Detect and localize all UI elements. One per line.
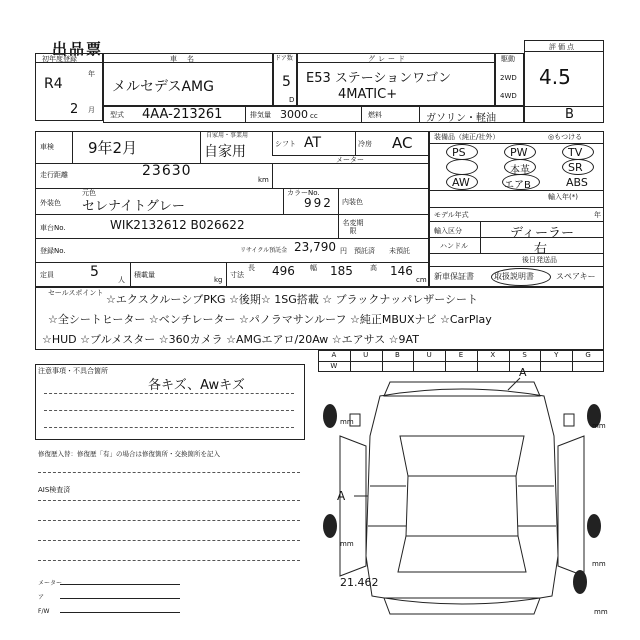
maker-label: 車名 bbox=[170, 55, 204, 63]
warranty-item-1: 新車保証書 bbox=[434, 272, 474, 281]
doors-label: ドア数 bbox=[275, 55, 293, 62]
code-cell: B bbox=[395, 351, 400, 359]
side-label-2: ア bbox=[38, 594, 45, 601]
circle-mark-icon bbox=[504, 144, 536, 160]
length-label: 長 bbox=[248, 264, 255, 272]
code-cell: E bbox=[458, 351, 464, 359]
grade-line2: 4MATIC+ bbox=[338, 87, 398, 102]
reg-label: 登録No. bbox=[40, 247, 66, 255]
color-no-label: カラーNo. bbox=[287, 189, 320, 197]
grade-cell bbox=[297, 53, 495, 106]
interior-score-cell bbox=[524, 106, 604, 123]
color-label: 外装色 bbox=[40, 199, 61, 207]
seats-value: 5 bbox=[90, 264, 99, 280]
color-no-value: 992 bbox=[304, 196, 333, 210]
equipment-item-aw: AW bbox=[452, 176, 470, 189]
code-cell: W bbox=[330, 362, 338, 370]
diagram-mark-top: A bbox=[519, 366, 527, 379]
equipment-item-leather: 本革 bbox=[510, 165, 530, 176]
recycle-status-2: 未預託 bbox=[389, 247, 410, 255]
equipment-item-abs: ABS bbox=[566, 176, 588, 189]
disp-value: 3000 bbox=[280, 108, 308, 121]
width-value: 185 bbox=[330, 264, 353, 278]
page-title: 出品票 bbox=[52, 40, 104, 58]
code-cell: Y bbox=[554, 351, 559, 359]
tire-unit-fl: mm bbox=[340, 418, 354, 426]
recycle-unit: 円 bbox=[340, 247, 347, 255]
caution-value: 各キズ、Awキズ bbox=[148, 378, 245, 393]
model-row bbox=[103, 106, 524, 123]
fuel-value: ガソリン・軽油 bbox=[426, 113, 496, 124]
grade-label: グレード bbox=[368, 55, 408, 63]
circle-mark-icon bbox=[562, 159, 594, 175]
use-value: 自家用 bbox=[204, 144, 246, 160]
shaken-value: 9年2月 bbox=[88, 139, 138, 157]
sales-line-3: ☆HUD ☆ブルメスター ☆360カメラ ☆AMGエアロ/20Aw ☆エアサス ☆9AT bbox=[42, 333, 419, 346]
height-value: 146 bbox=[390, 264, 413, 278]
circle-mark-icon bbox=[446, 174, 478, 190]
after-label: 後日発送品 bbox=[522, 256, 557, 264]
vin-label: 車台No. bbox=[40, 224, 66, 232]
doors-d: D bbox=[289, 96, 295, 104]
load-label: 積載量 bbox=[134, 271, 155, 279]
name-change-label: 名変期限 bbox=[342, 219, 364, 235]
doors-value: 5 bbox=[282, 74, 291, 90]
shift-label: シフト bbox=[275, 140, 296, 148]
sales-points-label: セールスポイント bbox=[48, 289, 104, 297]
month-value: 2 bbox=[70, 102, 79, 117]
handle-label: ハンドル bbox=[440, 242, 468, 250]
doors-cell bbox=[273, 53, 297, 106]
ais-label: AIS検査済 bbox=[38, 486, 71, 494]
tire-unit-fr: mm bbox=[592, 422, 606, 430]
tire-unit-rr: mm bbox=[592, 560, 606, 568]
code-cell: U bbox=[363, 351, 369, 359]
width-label: 幅 bbox=[310, 264, 317, 272]
size-label: 寸法 bbox=[230, 271, 244, 279]
sales-line-1: ☆エクスクルーシブPKG ☆後期☆ 1SG搭載 ☆ ブラックナッパレザーシート bbox=[106, 293, 478, 306]
shift-value: AT bbox=[304, 135, 322, 151]
handle-value: 右 bbox=[534, 242, 548, 257]
ac-value: AC bbox=[392, 134, 413, 152]
model-year-label: モデル年式 bbox=[434, 211, 469, 219]
drive-cell bbox=[495, 53, 524, 106]
equipment-legend: ◎もつける bbox=[548, 133, 583, 141]
disp-unit: cc bbox=[310, 112, 318, 120]
diagram-bottom-value: 21.462 bbox=[340, 576, 379, 589]
recycle-status-1: 預託済 bbox=[354, 247, 375, 255]
caution-label: 注意事項・不具合箇所 bbox=[38, 367, 108, 375]
equipment-item-ps: PS bbox=[452, 146, 466, 159]
diagram-mark-left: A bbox=[337, 489, 346, 503]
seats-label: 定員 bbox=[40, 271, 54, 279]
equipment-item-tv: TV bbox=[568, 146, 583, 159]
size-unit: cm bbox=[416, 276, 427, 284]
circle-mark-icon bbox=[446, 159, 478, 175]
drive-4wd: 4WD bbox=[500, 92, 517, 100]
circle-mark-icon bbox=[504, 159, 536, 175]
side-label-3: F/W bbox=[38, 608, 50, 615]
code-cell: A bbox=[331, 351, 337, 359]
repair-label: 修復歴入替：修復歴「有」の場合は修復箇所・交換箇所を記入 bbox=[38, 450, 220, 458]
mileage-unit: km bbox=[258, 176, 269, 184]
use-label: 自家用・事業用 bbox=[206, 132, 249, 139]
year-value: R4 bbox=[44, 76, 63, 92]
load-unit: kg bbox=[214, 276, 223, 284]
mileage-label: 走行距離 bbox=[40, 171, 68, 179]
model-label: 型式 bbox=[110, 111, 124, 119]
code-cell: S bbox=[522, 351, 527, 359]
import-div-value: ディーラー bbox=[510, 226, 574, 241]
equipment-item-pw: PW bbox=[510, 146, 528, 159]
seats-unit: 人 bbox=[118, 276, 125, 284]
ac-label: 冷房 bbox=[358, 140, 372, 148]
equipment-title: 装備品（純正/社外） bbox=[434, 133, 500, 141]
equipment-item-sr: SR bbox=[568, 161, 583, 174]
warranty-item-3: スペアキー bbox=[556, 272, 596, 281]
vin-value: WIK2132612 B026622 bbox=[110, 218, 245, 232]
warranty-item-2: 取扱説明書 bbox=[494, 272, 534, 281]
fuel-label: 燃料 bbox=[368, 111, 382, 119]
sales-line-2: ☆全シートヒーター ☆ベンチレーター ☆パノラマサンルーフ ☆純正MBUXナビ ☆CarPlay bbox=[48, 313, 492, 326]
disp-label: 排気量 bbox=[250, 111, 271, 119]
code-cell: X bbox=[490, 351, 496, 359]
import-label: 輸入年(*) bbox=[548, 193, 578, 201]
maker-cell bbox=[103, 53, 273, 106]
side-label-1: メーター bbox=[38, 580, 63, 587]
recycle-value: 23,790 bbox=[294, 240, 336, 254]
circle-mark-icon bbox=[491, 268, 551, 286]
recycle-label: リサイクル預託金 bbox=[240, 247, 288, 254]
shaken-label: 車検 bbox=[40, 143, 54, 151]
score-label: 評価点 bbox=[549, 43, 576, 51]
tire-unit-rl: mm bbox=[340, 540, 354, 548]
score-value: 4.5 bbox=[539, 65, 571, 89]
sales-points bbox=[35, 287, 604, 350]
car-diagram-icon bbox=[320, 376, 604, 636]
height-label: 高 bbox=[370, 264, 377, 272]
color-value: セレナイトグレー bbox=[82, 199, 185, 214]
color-orig-label: 元色 bbox=[82, 189, 96, 197]
import-div-label: 輸入区分 bbox=[434, 227, 462, 235]
drive-2wd: 2WD bbox=[500, 74, 517, 82]
year-unit: 年 bbox=[88, 70, 95, 78]
tire-unit-spare: mm bbox=[594, 608, 608, 616]
year-label: 初年度登録 bbox=[42, 55, 77, 63]
model-year-unit: 年 bbox=[594, 211, 601, 219]
circle-mark-icon bbox=[446, 144, 478, 160]
circle-mark-icon bbox=[502, 174, 540, 190]
grade-line1: E53 ステーションワゴン bbox=[306, 71, 452, 86]
circle-mark-icon bbox=[562, 144, 594, 160]
equipment-item-airbag: エアB bbox=[504, 180, 531, 191]
drive-label: 駆動 bbox=[501, 55, 515, 63]
code-cell: U bbox=[426, 351, 432, 359]
mileage-value: 23630 bbox=[142, 163, 192, 179]
maker-value: メルセデスAMG bbox=[112, 79, 214, 95]
length-value: 496 bbox=[272, 264, 295, 278]
month-unit: 月 bbox=[88, 106, 95, 114]
model-value: 4AA-213261 bbox=[142, 107, 223, 122]
code-cell: G bbox=[585, 351, 591, 359]
interior-score: B bbox=[565, 107, 574, 122]
year-cell bbox=[35, 53, 103, 121]
meter-label: メーター bbox=[336, 156, 364, 164]
interior-label: 内装色 bbox=[342, 198, 363, 206]
